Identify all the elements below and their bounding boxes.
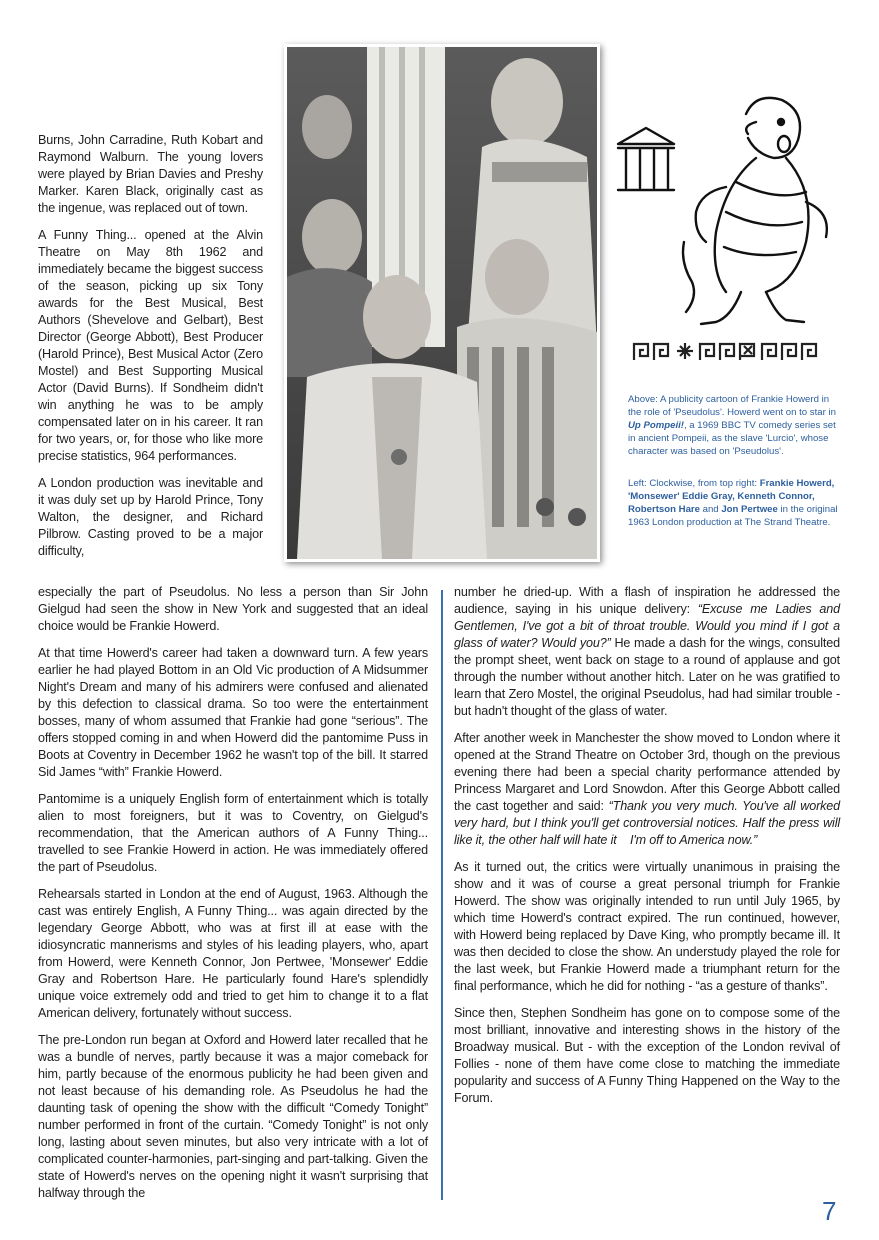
paragraph: A London production was inevitable and it was duly set up by Harold Prince, Tony Walton, the designer, and Richard Pilbrow. Casting proved to be a major difficulty, [38, 476, 263, 558]
paragraph: The pre-London run began at Oxford and Howerd later recalled that he was a bundle of nerves, partly because it was a major comeback for him, partly because of the enormous publicity he had been given and not least because of his demanding role. As Pseudolus he had the daunting task of opening the show with the difficult “Comedy Tonight” number performed in front of the curtain. “Comedy Tonight” is not only long, lasting about seven minutes, but also very intricate with a lot of complicated counter-harmonies, part-singing and part-talking. Given the state of Howerd's nerves on the opening night it wasn't surprising that halfway through the [38, 1033, 428, 1200]
caption-photo-text-a: Left: Clockwise, from top right: [628, 478, 760, 489]
howerd-quote: “Excuse me Ladies and Gentlemen, I've got a bit of throat trouble. Would you mind if I got a glass of water? Would you?” [454, 602, 840, 650]
paragraph: Pantomime is a uniquely English form of entertainment which is totally alien to most foreigners, but it was to Coventry, on Gielgud's recommendation, that the American authors of A Funny Thing... travelled to see Frankie Howerd in action. He was immediately offered the part of Pseudolus. [38, 792, 428, 874]
paragraph: As it turned out, the critics were virtually unanimous in praising the show and it was of course a great personal triumph for Frankie Howerd. The show was originally intended to run until July 1965, by which time Howerd's contract expired. The run continued, however, with Howerd being replaced by Dave King, who promptly became ill. It was then decided to close the show. An understudy played the role for the last week, but Frankie Howerd made a triumphant return for the final performance, which he did for nothing - “as a gesture of thanks”. [454, 860, 840, 993]
cast-photo-image [287, 47, 597, 559]
paragraph: Rehearsals started in London at the end of August, 1963. Although the cast was entirely English, A Funny Thing... was again directed by the legendary George Abbott, who was at first ill at ease with the idiosyncratic mannerisms and styles of his leading players, who, apart from Howerd, were Kenneth Connor, Jon Pertwee, 'Monsewer' Eddie Gray and Robertson Hare. He particularly found Hare's splendidly unique voice extremely odd and tried to get him to change it to a flat American delivery, fortunately without success. [38, 887, 428, 1020]
column-left-top [38, 132, 263, 570]
paragraph [454, 584, 840, 720]
paragraph: At that time Howerd's career had taken a downward turn. A few years earlier he had played Bottom in an Old Vic production of A Midsummer Night's Dream and many of his admirers were confused and alienated by this defection to classical drama. So too were the entertainment bosses, many of whom assumed that Frankie had gone “serious”. The offers stopped coming in and when Howerd did the pantomime Puss in Boots at Coventry in December 1962 he wasn't top of the bill. It starred Sid James “with” Frankie Howerd. [38, 646, 428, 779]
caption-cartoon-text-a: Above: A publicity cartoon of Frankie Howerd in the role of 'Pseudolus'. Howerd went on to star in [628, 394, 836, 418]
greek-key-icon [632, 340, 832, 362]
paragraph: Burns, John Carradine, Ruth Kobart and Raymond Walburn. The young lovers were played by Brian Davies and Preshy Marker. Karen Black, originally cast as the ingenue, was replaced out of town. [38, 133, 263, 215]
caption-cartoon [628, 393, 843, 458]
pseudolus-cartoon [606, 92, 846, 332]
caption-photo-text-c: in the original 1963 London production at The Strand Theatre. [628, 504, 838, 528]
paragraph [454, 730, 840, 849]
greek-key-ornament [632, 340, 832, 362]
paragraph-text: number he dried-up. With a flash of inspiration he addressed the audience, saying in his unique delivery: [454, 585, 840, 616]
column-left-bottom [38, 584, 428, 1212]
paragraph: Since then, Stephen Sondheim has gone on to compose some of the most brilliant, innovative and interesting shows in the history of the Broadway musical. But - with the exception of the London revival of Follies - none of them have come close to matching the immediate popularity and success of A Funny Thing Happened on the Way to the Forum. [454, 1006, 840, 1105]
column-divider [441, 590, 443, 1200]
paragraph-text: After another week in Manchester the show moved to London where it opened at the Strand Theatre on October 3rd, though on the previous evening there had been a special charity performance attended by Princess Margaret and Lord Snowdon. After this George Abbott called the cast together and said: [454, 731, 840, 813]
paragraph: especially the part of Pseudolus. No less a person than Sir John Gielgud had seen the show in New York and suggested that an ideal choice would be Frankie Howerd. [38, 585, 428, 633]
cast-photo [284, 44, 600, 562]
caption-cartoon-text-b: , a 1969 BBC TV comedy series set in ancient Pompeii, as the slave 'Lurcio', whose character was based on 'Pseudolus'. [628, 420, 836, 457]
column-right [454, 584, 840, 1117]
paragraph-text: He made a dash for the wings, consulted the prompt sheet, went back on stage to a round of applause and got through the number without another hitch. Later on he was gratified to learn that Zero Mostel, the original Pseudolus, had had similar trouble - but hadn't thought of the glass of water. [454, 636, 840, 718]
caption-photo-text-b: and [699, 504, 722, 515]
page-number: 7 [822, 1196, 837, 1226]
caption-photo-name2: Jon Pertwee [721, 504, 778, 515]
caption-photo [628, 477, 843, 529]
pseudolus-cartoon-drawing [606, 92, 846, 332]
paragraph: A Funny Thing... opened at the Alvin Theatre on May 8th 1962 and immediately became the biggest success of the season, picking up six Tony awards for the Best Musical, Best Authors (Shevelove and Gelbart), Best Director (George Abbott), Best Producer (Harold Prince), Best Musical Actor (Zero Mostel) and Best Supporting Musical Actor (David Burns). If Sondheim didn't win anything he was to be amply compensated later on in his career. It ran for two years, or, for those who like more precise statistics, 964 performances. [38, 228, 263, 463]
caption-show-title: Up Pompeii! [628, 420, 684, 431]
caption-photo-names: Frankie Howerd, 'Monsewer' Eddie Gray, Kenneth Connor, Robertson Hare [628, 478, 835, 515]
abbott-quote: “Thank you very much. You've all worked very hard, but I think you'll get controversial notices. Half the press will like it, the other half will hate it I'm off to America now.” [454, 799, 840, 847]
